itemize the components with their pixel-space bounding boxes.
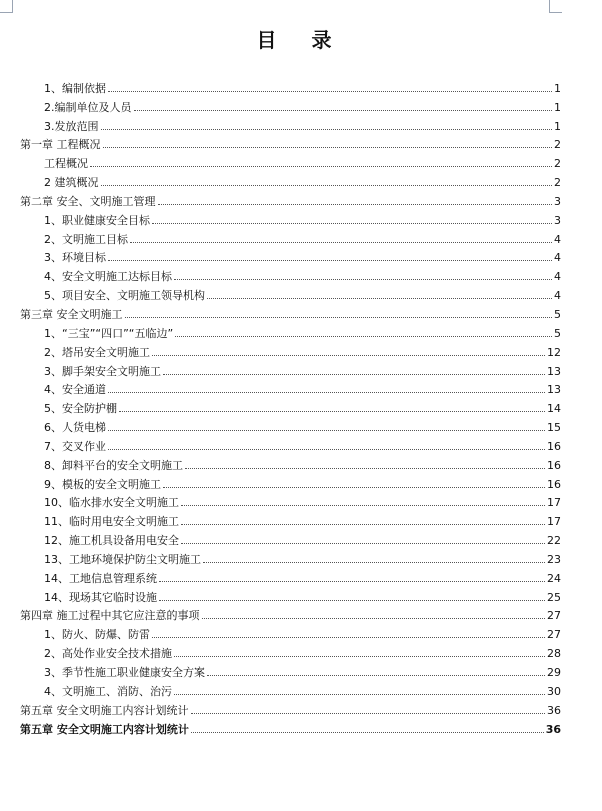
toc-entry-title: 第二章 安全、文明施工管理 xyxy=(20,194,156,208)
toc-dot-leader xyxy=(134,110,553,111)
toc-entry-title: 3、季节性施工职业健康安全方案 xyxy=(44,666,205,679)
toc-dot-leader xyxy=(174,656,545,657)
toc-entry-page-number: 5 xyxy=(554,326,561,340)
toc-entry-title: 6、人货电梯 xyxy=(44,421,106,435)
toc-entry-page-number: 2 xyxy=(554,176,561,190)
toc-entry[interactable] xyxy=(20,95,561,114)
toc-entry-page-number: 4 xyxy=(554,270,561,284)
toc-entry[interactable] xyxy=(20,76,561,95)
toc-entry[interactable] xyxy=(20,491,561,510)
toc-entry[interactable] xyxy=(20,396,561,415)
toc-entry[interactable] xyxy=(20,585,561,604)
toc-entry[interactable] xyxy=(20,641,561,660)
toc-entry-title: 4、安全通道 xyxy=(44,383,106,397)
toc-entry[interactable] xyxy=(20,378,561,397)
toc-dot-leader xyxy=(191,732,544,733)
toc-entry-title: 7、交叉作业 xyxy=(44,439,106,453)
toc-entry[interactable] xyxy=(20,717,561,736)
toc-entry-page-number: 29 xyxy=(547,666,561,679)
toc-dot-leader xyxy=(119,411,545,412)
toc-entry-title: 4、文明施工、消防、治污 xyxy=(44,684,172,698)
toc-entry-title: 第四章 施工过程中其它应注意的事项 xyxy=(20,609,200,623)
toc-entry-page-number: 27 xyxy=(547,609,561,623)
toc-entry[interactable] xyxy=(20,114,561,133)
toc-entry-title: 第五章 安全文明施工内容计划统计 xyxy=(20,703,189,717)
toc-entry[interactable] xyxy=(20,246,561,265)
toc-entry-title: 工程概况 xyxy=(44,157,88,171)
toc-entry-title: 2 建筑概况 xyxy=(44,176,99,190)
toc-entry-title: 13、工地环境保护防尘文明施工 xyxy=(44,552,201,566)
toc-entry-page-number: 13 xyxy=(547,383,561,397)
toc-dot-leader xyxy=(203,562,545,563)
toc-dot-leader xyxy=(174,279,552,280)
toc-entry-title: 3、环境目标 xyxy=(44,251,106,265)
toc-entry-page-number: 4 xyxy=(554,251,561,265)
toc-dot-leader xyxy=(101,129,553,130)
toc-entry-title: 8、卸料平台的安全文明施工 xyxy=(44,458,183,472)
toc-entry-page-number: 30 xyxy=(547,684,561,698)
toc-entry-title: 3.发放范围 xyxy=(44,119,99,133)
toc-dot-leader xyxy=(163,487,545,488)
toc-entry[interactable] xyxy=(20,566,561,585)
toc-entry[interactable] xyxy=(20,264,561,283)
toc-entry-page-number: 13 xyxy=(547,364,561,378)
toc-entry[interactable] xyxy=(20,189,561,208)
toc-entry-title: 第五章 安全文明施工内容计划统计 xyxy=(20,722,189,736)
toc-entry-page-number: 25 xyxy=(547,590,561,604)
toc-entry-title: 4、安全文明施工达标目标 xyxy=(44,270,172,284)
toc-entry-page-number: 27 xyxy=(547,628,561,642)
toc-dot-leader xyxy=(130,242,552,243)
toc-entry-page-number: 24 xyxy=(547,571,561,585)
toc-entry-page-number: 4 xyxy=(554,232,561,246)
toc-entry-page-number: 1 xyxy=(554,119,561,133)
toc-entry-title: 1、编制依据 xyxy=(44,81,106,95)
toc-entry[interactable] xyxy=(20,359,561,378)
toc-entry[interactable] xyxy=(20,547,561,566)
toc-entry-title: 3、脚手架安全文明施工 xyxy=(44,364,161,378)
toc-entry[interactable] xyxy=(20,509,561,528)
toc-entry-page-number: 36 xyxy=(547,703,561,717)
toc-dot-leader xyxy=(159,581,545,582)
toc-entry-page-number: 16 xyxy=(547,477,561,491)
toc-entry-title: 1、“三宝”“四口”“五临边” xyxy=(44,326,174,340)
toc-entry-page-number: 17 xyxy=(547,515,561,529)
toc-dot-leader xyxy=(181,505,545,506)
toc-entry-page-number: 3 xyxy=(554,213,561,227)
toc-entry-title: 10、临水排水安全文明施工 xyxy=(44,496,179,510)
toc-dot-leader xyxy=(159,600,545,601)
toc-entry[interactable] xyxy=(20,415,561,434)
toc-entry[interactable] xyxy=(20,227,561,246)
toc-dot-leader xyxy=(191,713,546,714)
toc-entry-page-number: 15 xyxy=(547,421,561,435)
toc-entry-page-number: 2 xyxy=(554,138,561,152)
toc-entry-page-number: 28 xyxy=(547,647,561,661)
toc-dot-leader xyxy=(207,298,552,299)
toc-entry-title: 1、防火、防爆、防雷 xyxy=(44,628,150,642)
toc-entry-title: 2.编制单位及人员 xyxy=(44,100,132,114)
toc-entry[interactable] xyxy=(20,679,561,698)
toc-entry-page-number: 22 xyxy=(547,534,561,548)
toc-dot-leader xyxy=(108,430,545,431)
toc-entry-page-number: 17 xyxy=(547,496,561,510)
toc-dot-leader xyxy=(108,260,552,261)
toc-entry-page-number: 23 xyxy=(547,552,561,566)
toc-entry-page-number: 16 xyxy=(547,439,561,453)
toc-dot-leader xyxy=(103,147,553,148)
toc-entry-title: 14、现场其它临时设施 xyxy=(44,590,157,604)
toc-dot-leader xyxy=(163,374,545,375)
toc-dot-leader xyxy=(202,618,546,619)
document-title: 目 录 xyxy=(256,28,346,52)
toc-entry[interactable] xyxy=(20,340,561,359)
toc-entry[interactable] xyxy=(20,434,561,453)
toc-entry-title: 5、安全防护棚 xyxy=(44,402,117,416)
toc-dot-leader xyxy=(181,524,545,525)
toc-entry[interactable] xyxy=(20,472,561,491)
toc-entry-title: 第一章 工程概况 xyxy=(20,138,101,152)
toc-dot-leader xyxy=(174,694,545,695)
table-of-contents xyxy=(20,76,561,736)
toc-entry[interactable] xyxy=(20,321,561,340)
page-corner-mark-right xyxy=(549,0,562,13)
toc-entry-title: 2、塔吊安全文明施工 xyxy=(44,345,150,359)
toc-entry-title: 第三章 安全文明施工 xyxy=(20,307,123,321)
toc-dot-leader xyxy=(185,468,545,469)
toc-entry-page-number: 5 xyxy=(554,307,561,321)
toc-entry-title: 5、项目安全、文明施工领导机构 xyxy=(44,289,205,303)
toc-dot-leader xyxy=(101,185,553,186)
page-corner-mark-left xyxy=(0,0,13,13)
toc-entry-title: 12、施工机具设备用电安全 xyxy=(44,534,179,548)
toc-entry[interactable] xyxy=(20,622,561,641)
toc-dot-leader xyxy=(152,223,552,224)
toc-dot-leader xyxy=(158,204,553,205)
toc-entry-page-number: 3 xyxy=(554,194,561,208)
toc-entry-page-number: 14 xyxy=(547,402,561,416)
toc-entry[interactable] xyxy=(20,302,561,321)
toc-entry[interactable] xyxy=(20,283,561,302)
toc-entry-title: 11、临时用电安全文明施工 xyxy=(44,515,179,529)
toc-entry[interactable] xyxy=(20,660,561,679)
toc-dot-leader xyxy=(175,336,552,337)
toc-entry-page-number: 12 xyxy=(547,345,561,359)
toc-dot-leader xyxy=(108,449,545,450)
toc-dot-leader xyxy=(125,317,553,318)
toc-entry-title: 2、高处作业安全技术措施 xyxy=(44,647,172,661)
toc-entry-title: 2、文明施工目标 xyxy=(44,232,128,246)
toc-dot-leader xyxy=(108,91,552,92)
toc-entry-page-number: 1 xyxy=(554,81,561,95)
toc-dot-leader xyxy=(207,675,545,676)
toc-entry[interactable] xyxy=(20,528,561,547)
toc-entry[interactable] xyxy=(20,604,561,623)
toc-dot-leader xyxy=(108,392,545,393)
toc-entry[interactable] xyxy=(20,151,561,170)
toc-dot-leader xyxy=(181,543,545,544)
toc-entry-page-number: 16 xyxy=(547,458,561,472)
toc-dot-leader xyxy=(152,637,545,638)
toc-entry-title: 14、工地信息管理系统 xyxy=(44,571,157,585)
toc-entry-page-number: 2 xyxy=(554,157,561,171)
toc-entry[interactable] xyxy=(20,208,561,227)
toc-entry-title: 1、职业健康安全目标 xyxy=(44,213,150,227)
toc-dot-leader xyxy=(152,355,545,356)
toc-entry[interactable] xyxy=(20,698,561,717)
toc-dot-leader xyxy=(90,166,552,167)
toc-entry-title: 9、模板的安全文明施工 xyxy=(44,477,161,491)
toc-entry-page-number: 1 xyxy=(554,100,561,114)
toc-entry[interactable] xyxy=(20,170,561,189)
toc-entry-page-number: 36 xyxy=(545,722,561,736)
toc-entry[interactable] xyxy=(20,453,561,472)
toc-entry[interactable] xyxy=(20,133,561,152)
toc-entry-page-number: 4 xyxy=(554,289,561,303)
